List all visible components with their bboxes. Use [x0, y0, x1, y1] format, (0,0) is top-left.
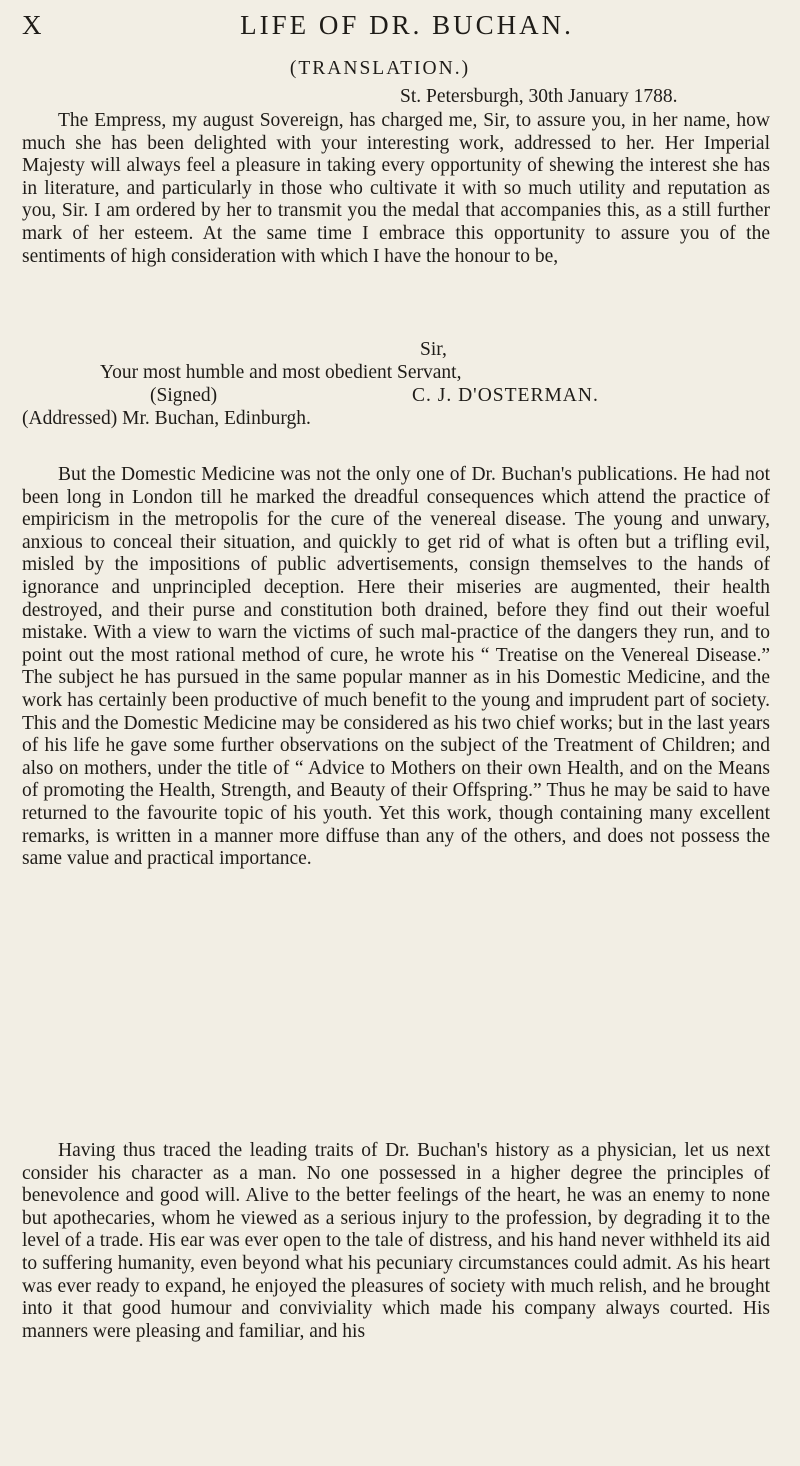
- letter-closing: Your most humble and most obedient Servant,: [100, 362, 462, 383]
- letter-valediction: Sir,: [420, 339, 447, 360]
- letter-dateline: St. Petersburgh, 30th January 1788.: [400, 86, 678, 107]
- signer-name: C. J. D'OSTERMAN.: [412, 385, 599, 406]
- letter-body: The Empress, my august Sovereign, has charged me, Sir, to assure you, in her name, how much she has been delighted with your interesting work, addressed to her. Her Imperial Majesty will always feel a pleasure in taking every opportunity of shewing the interest she has in literature, and particularly in those who cultivate it with so much utility and reputation as you, Sir. I am ordered by her to transmit you the medal that accompanies this, as a still further mark of her esteem. At the same time I embrace this opportunity to assure you of the sentiments of high consideration with which I have the honour to be,: [22, 110, 770, 267]
- body-paragraph: Having thus traced the leading traits of Dr. Buchan's history as a physician, let us next consider his character as a man. No one possessed in a higher degree the principles of benevolence and good will. Alive to the better feelings of the heart, he was an enemy to none but apothecaries, whom he viewed as a serious injury to the profession, by degrading it to the level of a trade. His ear was ever open to the tale of distress, and his hand never withheld its aid to suffering humanity, even beyond what his pecuniary circumstances could admit. As his heart was ever ready to expand, he enjoyed the pleasures of society with much relish, and he brought into it that good humour and conviviality which made his company always courted. His manners were pleasing and familiar, and his: [22, 1140, 770, 1342]
- running-head: [22, 10, 752, 50]
- signed-label: (Signed): [150, 385, 218, 406]
- letter-heading: (TRANSLATION.): [289, 58, 471, 79]
- page-folio: X: [22, 10, 45, 40]
- body-paragraph: But the Domestic Medicine was not the only one of Dr. Buchan's publications. He had not been long in London till he marked the dreadful consequences which attend the practice of empiricism in the metropolis for the cure of the venereal disease. The young and unwary, anxious to conceal their situation, and quickly to get rid of what is often but a trifling evil, misled by the impositions of public advertisements, consign themselves to the hands of ignorance and unprincipled deception. Here their miseries are augmented, their health destroyed, and their purse and constitution both drained, before they find out their woeful mistake. With a view to warn the victims of such mal-practice of the dangers they run, and to point out the most rational method of cure, he wrote his “ Treatise on the Venereal Disease.” The subject he has pursued in the same popular manner as in his Domestic Medicine, and the work has certainly been productive of much benefit to the young and imprudent part of society. This and the Domestic Medicine may be considered as his two chief works; but in the last years of his life he gave some further observations on the subject of the Treatment of Children; and also on mothers, under the title of “ Advice to Mothers on their own Health, and on the Means of promoting the Health, Strength, and Beauty of their Offspring.” Thus he may be said to have returned to the favourite topic of his youth. Yet this work, though containing many excellent remarks, is written in a manner more diffuse than any of the others, and does not possess the same value and practical importance.: [22, 464, 770, 870]
- letter-address: (Addressed) Mr. Buchan, Edinburgh.: [22, 408, 311, 429]
- running-title: LIFE OF DR. BUCHAN.: [240, 10, 574, 40]
